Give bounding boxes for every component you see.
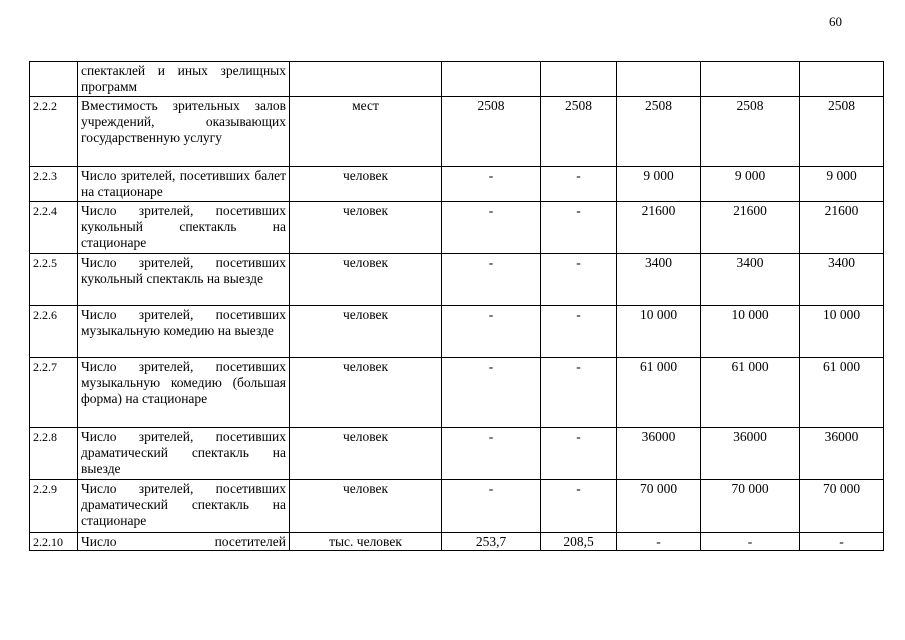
unit-cell: человек [290, 254, 442, 306]
value-cell [617, 62, 701, 97]
unit-cell: человек [290, 480, 442, 533]
indicators-table [29, 61, 884, 551]
indicator-name: Число зрителей, посетивших кукольный спектакль на выезде [78, 254, 290, 306]
value-cell: - [617, 533, 701, 551]
value-cell: 61 000 [701, 358, 800, 428]
value-cell: 70 000 [800, 480, 884, 533]
value-cell: 9 000 [617, 167, 701, 202]
value-cell: - [541, 254, 617, 306]
value-cell: - [541, 358, 617, 428]
row-number: 2.2.9 [30, 480, 78, 533]
table-row [30, 167, 884, 202]
row-number: 2.2.8 [30, 428, 78, 480]
row-number: 2.2.6 [30, 306, 78, 358]
value-cell: - [701, 533, 800, 551]
value-cell: 208,5 [541, 533, 617, 551]
value-cell: - [541, 428, 617, 480]
value-cell [541, 62, 617, 97]
value-cell: 10 000 [617, 306, 701, 358]
table-row [30, 97, 884, 167]
row-number: 2.2.5 [30, 254, 78, 306]
value-cell: 21600 [701, 202, 800, 254]
value-cell: 9 000 [701, 167, 800, 202]
table-row [30, 480, 884, 533]
table-row [30, 202, 884, 254]
table-row [30, 428, 884, 480]
value-cell: - [442, 167, 541, 202]
value-cell: - [541, 480, 617, 533]
indicator-name: Число зрителей, посетивших драматический спектакль на выезде [78, 428, 290, 480]
indicator-name: Число зрителей, посетивших драматический спектакль на стационаре [78, 480, 290, 533]
table-row [30, 254, 884, 306]
value-cell: 10 000 [701, 306, 800, 358]
value-cell: 3400 [701, 254, 800, 306]
row-number [30, 62, 78, 97]
table-row [30, 533, 884, 551]
row-number: 2.2.2 [30, 97, 78, 167]
indicator-name: Число зрителей, посетивших музыкальную комедию (большая форма) на стационаре [78, 358, 290, 428]
value-cell: - [541, 306, 617, 358]
value-cell: 2508 [442, 97, 541, 167]
value-cell: 36000 [800, 428, 884, 480]
value-cell: - [541, 167, 617, 202]
value-cell: - [442, 202, 541, 254]
value-cell: 9 000 [800, 167, 884, 202]
table-row [30, 306, 884, 358]
row-number: 2.2.10 [30, 533, 78, 551]
unit-cell: человек [290, 306, 442, 358]
value-cell: 21600 [617, 202, 701, 254]
indicator-name: Число зрителей, посетивших балет на стационаре [78, 167, 290, 202]
unit-cell: человек [290, 167, 442, 202]
value-cell: 10 000 [800, 306, 884, 358]
unit-cell: человек [290, 428, 442, 480]
row-number: 2.2.4 [30, 202, 78, 254]
value-cell: 61 000 [800, 358, 884, 428]
value-cell: 70 000 [701, 480, 800, 533]
indicator-name: Число зрителей, посетивших кукольный спектакль на стационаре [78, 202, 290, 254]
table-row [30, 62, 884, 97]
value-cell: 2508 [701, 97, 800, 167]
value-cell [800, 62, 884, 97]
unit-cell: человек [290, 358, 442, 428]
value-cell: - [442, 480, 541, 533]
indicator-name: Число посетителей [78, 533, 290, 551]
row-number: 2.2.7 [30, 358, 78, 428]
table-row [30, 358, 884, 428]
value-cell: - [442, 306, 541, 358]
value-cell: 2508 [617, 97, 701, 167]
unit-cell: тыс. человек [290, 533, 442, 551]
value-cell [442, 62, 541, 97]
value-cell: 3400 [800, 254, 884, 306]
value-cell: - [541, 202, 617, 254]
unit-cell: мест [290, 97, 442, 167]
row-number: 2.2.3 [30, 167, 78, 202]
value-cell: - [442, 428, 541, 480]
value-cell: - [800, 533, 884, 551]
unit-cell [290, 62, 442, 97]
page-number: 60 [829, 14, 842, 29]
indicator-name: спектаклей и иных зрелищных программ [78, 62, 290, 97]
value-cell: 2508 [541, 97, 617, 167]
value-cell: 36000 [617, 428, 701, 480]
value-cell: 36000 [701, 428, 800, 480]
value-cell: 3400 [617, 254, 701, 306]
value-cell: - [442, 254, 541, 306]
value-cell: 253,7 [442, 533, 541, 551]
table-body [30, 62, 884, 551]
value-cell: 21600 [800, 202, 884, 254]
indicator-name: Число зрителей, посетивших музыкальную комедию на выезде [78, 306, 290, 358]
value-cell [701, 62, 800, 97]
value-cell: 70 000 [617, 480, 701, 533]
value-cell: 2508 [800, 97, 884, 167]
value-cell: 61 000 [617, 358, 701, 428]
value-cell: - [442, 358, 541, 428]
indicator-name: Вместимость зрительных залов учреждений, оказывающих государственную услугу [78, 97, 290, 167]
unit-cell: человек [290, 202, 442, 254]
